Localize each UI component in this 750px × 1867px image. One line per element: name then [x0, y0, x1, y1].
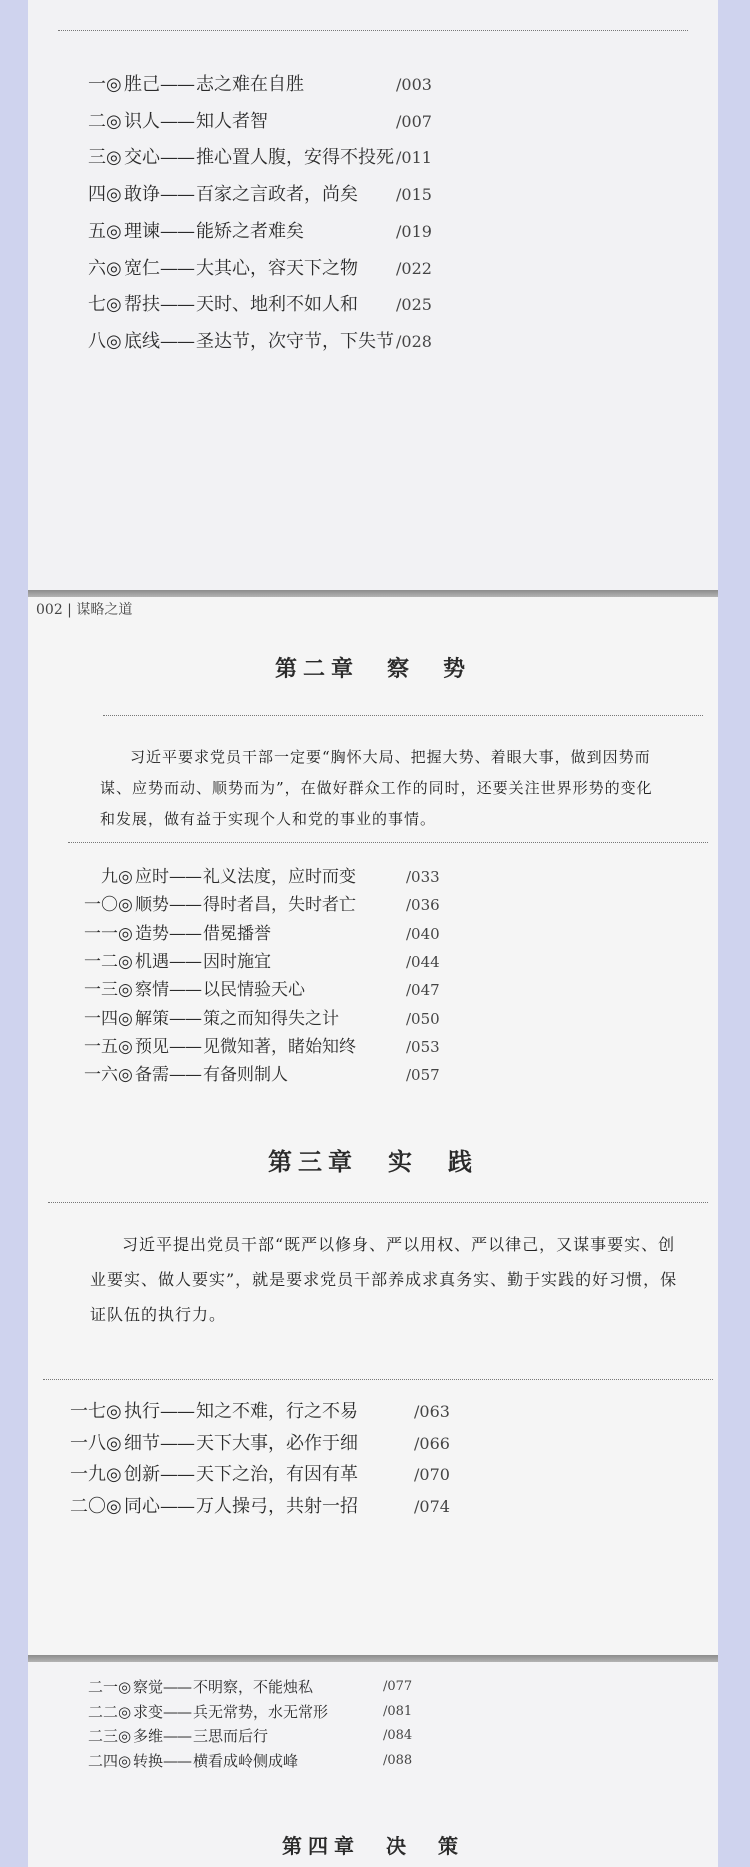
toc-entry-title: 察情 [135, 980, 169, 1001]
toc-entry-number: 一四 [84, 1008, 118, 1029]
toc-entry-title: 交心 [124, 147, 160, 169]
toc-entry-title: 胜己 [124, 74, 160, 95]
toc-entry-description: 横看成岭侧成峰 [193, 1751, 299, 1770]
toc-entry-dash: —— [160, 1495, 194, 1517]
toc-entry-page: /047 [406, 981, 440, 1000]
toc-entry-dash: —— [160, 257, 194, 279]
toc-entry-title: 敢诤 [124, 184, 160, 206]
toc-entry-number: 一一 [84, 923, 118, 944]
toc-entry-page: /007 [396, 111, 432, 131]
toc-entry-mark: ◎ [106, 110, 122, 132]
toc-entry-number: 二〇 [70, 1495, 106, 1517]
toc-entry-title: 机遇 [135, 951, 169, 972]
toc-entry-page: /022 [396, 258, 432, 278]
toc-entry-title: 执行 [124, 1401, 160, 1422]
toc-entry-number: 八 [88, 330, 106, 352]
toc-entry [28, 1060, 718, 1090]
toc-entry-description: 推心置人腹，安得不投死 [196, 147, 394, 169]
toc-entry-page: /015 [396, 185, 432, 205]
toc-entry-number: 一七 [70, 1401, 106, 1422]
toc-entry-description: 大其心，容天下之物 [196, 257, 358, 279]
toc-entry-description: 以民情验天心 [203, 980, 305, 1001]
toc-entry-page: /044 [406, 952, 440, 971]
toc-entry-mark: ◎ [118, 1036, 133, 1057]
toc-entry-mark: ◎ [106, 147, 122, 169]
toc-entry-dash: —— [169, 895, 201, 916]
toc-entry-title: 底线 [124, 330, 160, 352]
toc-entry-dash: —— [163, 1727, 191, 1745]
toc-entry-mark: ◎ [106, 294, 122, 316]
toc-entry-page: /077 [383, 1679, 413, 1694]
toc-entry [28, 947, 718, 977]
toc-entry-number: 一六 [84, 1065, 118, 1086]
toc-entry-description: 天时、地利不如人和 [196, 294, 358, 316]
toc-entry-mark: ◎ [106, 220, 122, 242]
toc-entry-dash: —— [160, 184, 194, 206]
toc-entry-dash: —— [169, 1008, 201, 1029]
toc-entry-description: 见微知著，睹始知终 [203, 1036, 356, 1057]
dotted-divider [68, 842, 708, 843]
toc-entry-description: 志之难在自胜 [196, 74, 304, 95]
toc-entry-description: 有备则制人 [203, 1065, 288, 1086]
toc-entry-title: 宽仁 [124, 257, 160, 279]
toc-entry-description: 知之不难，行之不易 [196, 1401, 358, 1422]
toc-entry-mark: ◎ [118, 1727, 132, 1745]
toc-entry-dash: —— [160, 1464, 194, 1485]
toc-entry-dash: —— [160, 1401, 194, 1422]
page-header-text: 002 | 谋略之道 [36, 602, 133, 618]
toc-entry-number: 二三 [87, 1727, 118, 1745]
toc-entry-description: 百家之言政者，尚矣 [196, 184, 358, 206]
chapter-3-title: 第三章 实 践 [268, 1147, 478, 1176]
toc-entry-description: 知人者智 [196, 110, 268, 132]
toc-entry [28, 890, 718, 920]
toc-entry-number: 三 [88, 147, 106, 169]
toc-entry-description: 兵无常势，水无常形 [193, 1702, 329, 1721]
toc-entry-title: 理谏 [124, 220, 160, 242]
toc-entry-page: /066 [414, 1433, 450, 1453]
toc-entry-description: 借冕播誉 [203, 923, 271, 944]
toc-entry-mark: ◎ [118, 980, 133, 1001]
toc-entry-title: 应时 [135, 867, 169, 887]
toc-entry [28, 327, 718, 357]
toc-entry-dash: —— [169, 923, 201, 944]
toc-entry [28, 180, 718, 210]
toc-entry-number: 二 [88, 110, 106, 132]
dotted-divider [58, 30, 688, 31]
toc-entry-mark: ◎ [106, 257, 122, 279]
toc-entry-mark: ◎ [118, 1702, 132, 1721]
toc-entry [28, 975, 718, 1005]
toc-entry [28, 143, 718, 173]
dotted-divider [43, 1379, 713, 1380]
toc-entry-title: 察觉 [133, 1678, 164, 1696]
toc-entry-dash: —— [163, 1751, 191, 1770]
toc-entry-description: 不明察，不能烛私 [193, 1678, 314, 1696]
toc-entry-page: /003 [396, 75, 432, 94]
toc-entry-title: 解策 [135, 1008, 169, 1029]
book-page-1 [28, 0, 718, 590]
toc-entry-number: 四 [88, 184, 106, 206]
toc-entry-dash: —— [160, 110, 194, 132]
toc-entry-description: 因时施宜 [203, 951, 271, 972]
toc-entry-page: /063 [414, 1402, 450, 1421]
toc-entry-dash: —— [160, 1432, 194, 1454]
toc-entry-number: 一二 [84, 951, 118, 972]
toc-entry-number: 二二 [87, 1702, 118, 1721]
toc-entry-page: /074 [414, 1496, 450, 1516]
toc-entry-page: /025 [396, 295, 432, 315]
toc-entry-mark: ◎ [118, 1065, 133, 1086]
toc-entry-mark: ◎ [118, 1751, 132, 1770]
toc-entry-title: 求变 [133, 1702, 164, 1721]
toc-entry-number: 一 [88, 74, 106, 95]
toc-entry-dash: —— [160, 294, 194, 316]
toc-entry-number: 二一 [87, 1678, 118, 1696]
toc-entry-mark: ◎ [118, 1678, 132, 1696]
toc-entry-page: /028 [396, 331, 432, 351]
toc-entry-page: /053 [406, 1037, 440, 1056]
toc-entry-title: 顺势 [135, 895, 169, 916]
toc-entry-number: 六 [88, 257, 106, 279]
toc-entry-title: 细节 [124, 1432, 160, 1454]
toc-entry-number: 一〇 [84, 895, 118, 916]
toc-entry-dash: —— [169, 867, 201, 887]
toc-entry-description: 策之而知得失之计 [203, 1008, 339, 1029]
toc-entry-mark: ◎ [106, 74, 122, 95]
toc-entry-title: 识人 [124, 110, 160, 132]
book-page-3 [28, 1662, 718, 1867]
toc-entry-number: 九 [101, 867, 118, 887]
toc-entry-page: /050 [406, 1009, 440, 1028]
toc-entry-title: 多维 [133, 1727, 164, 1745]
toc-entry-page: /084 [383, 1728, 413, 1743]
toc-entry-title: 创新 [124, 1464, 160, 1485]
toc-entry-number: 一三 [84, 980, 118, 1001]
toc-entry-dash: —— [169, 980, 201, 1001]
running-header [28, 597, 228, 619]
toc-entry-mark: ◎ [118, 867, 133, 887]
toc-entry [28, 70, 718, 100]
toc-entry-description: 万人操弓，共射一招 [196, 1495, 358, 1517]
toc-entry-title: 帮扶 [124, 294, 160, 316]
chapter-3-intro: 习近平提出党员干部“既严以修身、严以用权、严以律己，又谋事要实、创业要实、做人要实”，就是要求党员干部养成求真务实、勤于实践的好习惯，保证队伍的执行力。 [90, 1235, 678, 1324]
toc-entry-number: 七 [88, 294, 106, 316]
toc-entry-number: 一八 [70, 1432, 106, 1454]
toc-entry [28, 107, 718, 137]
toc-entry-mark: ◎ [118, 951, 133, 972]
toc-entry-number: 五 [88, 220, 106, 242]
toc-entry-mark: ◎ [106, 330, 122, 352]
toc-entry [28, 290, 718, 320]
toc-entry-mark: ◎ [106, 1464, 122, 1485]
toc-entry-description: 天下大事，必作于细 [196, 1432, 358, 1454]
toc-entry-dash: —— [160, 147, 194, 169]
toc-entry [28, 254, 718, 284]
toc-entry-dash: —— [160, 74, 194, 95]
toc-entry [28, 1492, 718, 1522]
toc-entry [28, 919, 718, 949]
dotted-divider [103, 715, 703, 716]
toc-entry-page: /088 [383, 1752, 413, 1768]
toc-entry-page: /033 [406, 868, 440, 886]
chapter-4-title: 第四章 决 策 [282, 1834, 464, 1858]
book-page-2 [28, 597, 718, 1655]
toc-entry-page: /036 [406, 896, 440, 915]
toc-entry [28, 1429, 718, 1459]
toc-entry-description: 得时者昌，失时者亡 [203, 895, 356, 916]
toc-entry [28, 862, 718, 892]
toc-entry-page: /011 [396, 148, 432, 168]
toc-entry-mark: ◎ [118, 923, 133, 944]
toc-entry-title: 备需 [135, 1065, 169, 1086]
toc-entry [28, 1746, 718, 1776]
dotted-divider [48, 1202, 708, 1203]
toc-entry-dash: —— [169, 951, 201, 972]
toc-entry-dash: —— [169, 1065, 201, 1086]
toc-entry [28, 1397, 718, 1427]
toc-entry-description: 能矫之者难矣 [196, 220, 304, 242]
toc-entry [28, 1032, 718, 1062]
toc-entry-mark: ◎ [118, 1008, 133, 1029]
toc-entry-dash: —— [160, 330, 194, 352]
toc-entry-title: 同心 [124, 1495, 160, 1517]
toc-entry-mark: ◎ [118, 895, 133, 916]
toc-entry-mark: ◎ [106, 1495, 122, 1517]
toc-entry-mark: ◎ [106, 1432, 122, 1454]
toc-entry-mark: ◎ [106, 184, 122, 206]
toc-entry-page: /057 [406, 1066, 440, 1085]
toc-entry-description: 礼义法度，应时而变 [203, 867, 356, 887]
chapter-2-title: 第二章 察 势 [274, 656, 471, 682]
toc-entry-dash: —— [163, 1678, 191, 1696]
toc-entry-page: /081 [383, 1703, 413, 1719]
toc-entry-title: 造势 [135, 923, 169, 944]
chapter-2-intro: 习近平要求党员干部一定要“胸怀大局、把握大势、着眼大事，做到因势而谋、应势而动、顺势而为”，在做好群众工作的同时，还要关注世界形势的变化和发展，做有益于实现个人和党的事业的事情。 [100, 748, 653, 828]
toc-entry-title: 预见 [135, 1036, 169, 1057]
toc-entry-description: 圣达节，次守节，下失节 [196, 330, 394, 352]
toc-entry [28, 217, 718, 247]
toc-entry-dash: —— [169, 1036, 201, 1057]
toc-entry-description: 三思而后行 [193, 1727, 269, 1745]
toc-entry-title: 转换 [133, 1751, 164, 1770]
toc-entry-dash: —— [160, 220, 194, 242]
toc-entry-page: /019 [396, 221, 432, 241]
toc-entry-description: 天下之治，有因有革 [196, 1464, 358, 1485]
toc-entry [28, 1004, 718, 1034]
toc-entry-number: 二四 [87, 1751, 118, 1770]
toc-entry-page: /070 [414, 1465, 450, 1484]
toc-entry-number: 一九 [70, 1464, 106, 1485]
toc-entry-mark: ◎ [106, 1401, 122, 1422]
toc-entry-page: /040 [406, 924, 440, 943]
toc-entry-number: 一五 [84, 1036, 118, 1057]
toc-entry [28, 1460, 718, 1490]
toc-entry-dash: —— [163, 1702, 191, 1721]
